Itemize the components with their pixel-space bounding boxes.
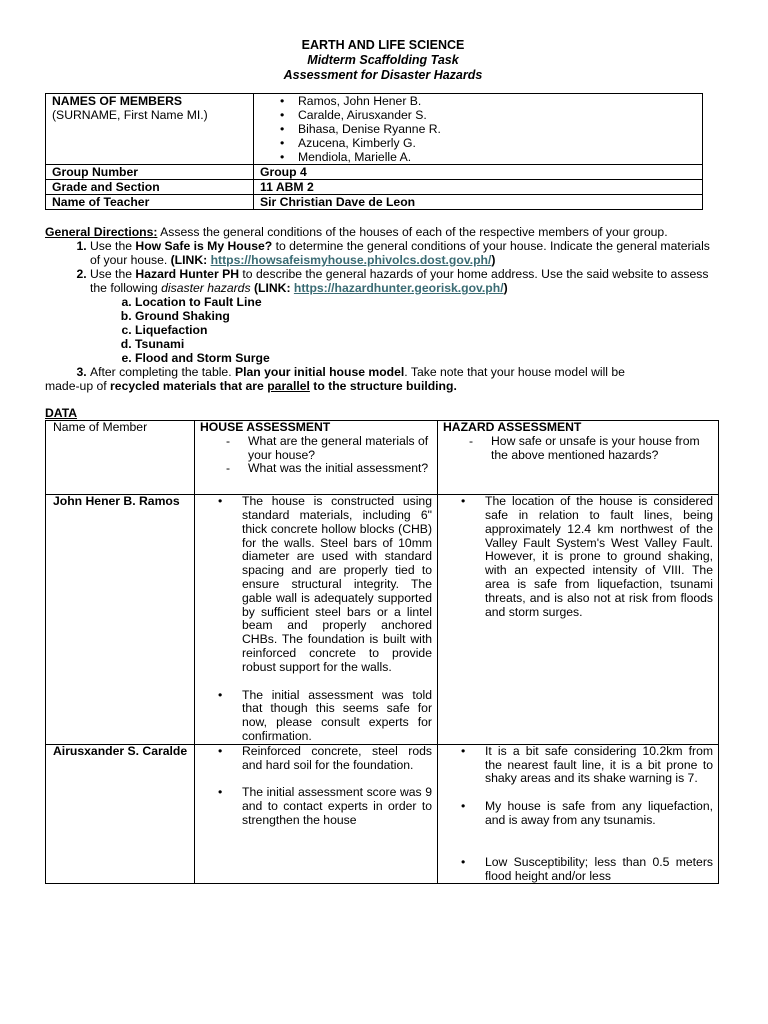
directions-label: General Directions [45, 225, 154, 239]
hazard-assessment-item: • Low Susceptibility; less than 0.5 meters flood height and/or less [485, 856, 713, 884]
house-assessment-item: • Reinforced concrete, steel rods and hard soil for the foundation. [242, 745, 432, 773]
document-header [45, 38, 721, 83]
step-3-continuation: made-up of recycled materials that are parallel to the structure building. [45, 379, 457, 393]
step-3: 3. After completing the table. Plan your initial house model. Take note that your house model will be [90, 365, 721, 379]
member-name: John Hener B. Ramos [53, 494, 180, 509]
hazard-item: d. Tsunami [135, 337, 721, 351]
table-row [46, 495, 719, 745]
directions-steps [45, 239, 721, 379]
step-1: 1. Use the How Safe is My House? to determine the general conditions of your house. Indicate the general materials of your house. (LINK: https://howsafeismyhouse.phivolcs.dost.gov.ph/) [90, 239, 721, 267]
group-number-row [46, 165, 703, 180]
teacher-value: Sir Christian Dave de Leon [254, 195, 703, 210]
step-2: 2. Use the Hazard Hunter PH to describe the general hazards of your home address. Use the said website to assess the following disaster hazards (LINK: https://hazardhunter.georisk.gov.ph/) a. Location to Fault Line b. Ground Shaking c. Liquefaction d. Tsunami e. Flood and Storm Surge [90, 267, 721, 365]
group-number-label: Group Number [46, 165, 254, 180]
directions-text: Assess the general conditions of the houses of each of the respective members of your group. [160, 225, 668, 239]
grade-section-row [46, 180, 703, 195]
house-assessment-list [200, 745, 432, 828]
house-assessment-item: • The house is constructed using standard materials, including 6" thick concrete hollow blocks (CHB) for the walls. Steel bars of 10mm diameter are used with standard spacing and are properly tied to ensure structural integrity. The gable wall is adequately supported by sufficient steel bars or a lintel beam and properly anchored CHBs. The foundation is built with reinforced concrete to provide robust support for the walls. [242, 495, 432, 674]
hazard-assessment-item: • The location of the house is considered safe in relation to fault lines, being approximately 12.4 km northwest of the Valley Fault System's West Valley Fault. However, it is prone to ground shaking, with an expected intensity of VIII. The area is safe from liquefaction, tsunami threats, and is also not at risk from floods and storm surges. [485, 495, 713, 619]
member-item: • Bihasa, Denise Ryanne R. [298, 122, 696, 136]
document-page [45, 38, 721, 884]
house-questions: - What are the general materials of your house? - What was the initial assessment? [200, 435, 432, 476]
hazard-item: e. Flood and Storm Surge [135, 351, 721, 365]
hazard-assessment-item: • My house is safe from any liquefaction, and is away from any tsunamis. [485, 800, 713, 828]
assessment-table [45, 420, 719, 884]
hazardhunter-link[interactable]: https://hazardhunter.georisk.gov.ph/ [293, 281, 504, 295]
member-item: • Mendiola, Marielle A. [298, 150, 696, 164]
members-label: NAMES OF MEMBERS [52, 94, 183, 108]
hazard-assessment-list [443, 745, 713, 884]
members-list [260, 94, 696, 164]
hazard-item: a. Location to Fault Line [135, 295, 721, 309]
group-info-table [45, 93, 703, 210]
house-assessment-item: • The initial assessment score was 9 and to contact experts in order to strengthen the house [242, 786, 432, 827]
group-number-value: Group 4 [254, 165, 703, 180]
hazard-assessment-item: • It is a bit safe considering 10.2km from the nearest fault line, it is a bit prone to shaky areas and its shake warning is 7. [485, 745, 713, 786]
member-name: Airusxander S. Caralde [53, 743, 188, 758]
general-directions: General Directions: Assess the general conditions of the houses of each of the respective members of your group. [45, 225, 668, 239]
member-item: • Ramos, John Hener B. [298, 94, 696, 108]
members-row [46, 94, 703, 165]
hazard-assessment-list [443, 495, 713, 619]
document-subtitle: Midterm Scaffolding Task [307, 53, 459, 67]
hazards-list [90, 295, 721, 365]
data-heading: DATA [45, 406, 78, 420]
col-name-header: Name of Member [53, 420, 148, 434]
document-subtitle-2: Assessment for Disaster Hazards [283, 68, 483, 82]
teacher-row [46, 195, 703, 210]
member-item: • Azucena, Kimberly G. [298, 136, 696, 150]
table-row [46, 744, 719, 884]
table-header-row [46, 421, 719, 495]
hazard-item: b. Ground Shaking [135, 309, 721, 323]
grade-section-value: 11 ABM 2 [254, 180, 703, 195]
col-hazard-header: HAZARD ASSESSMENT [443, 420, 582, 434]
member-item: • Caralde, Airusxander S. [298, 108, 696, 122]
house-assessment-list [200, 495, 432, 744]
teacher-label: Name of Teacher [46, 195, 254, 210]
house-assessment-item: • The initial assessment was told that though this seems safe for now, please consult experts for confirmation. [242, 689, 432, 744]
document-title: EARTH AND LIFE SCIENCE [301, 38, 465, 52]
grade-section-label: Grade and Section [46, 180, 254, 195]
hazard-questions: - How safe or unsafe is your house from the above mentioned hazards? [443, 435, 713, 463]
members-format: (SURNAME, First Name MI.) [52, 108, 208, 122]
hazard-item: c. Liquefaction [135, 323, 721, 337]
col-house-header: HOUSE ASSESSMENT [200, 420, 331, 434]
howsafe-link[interactable]: https://howsafeismyhouse.phivolcs.dost.gov.ph/ [210, 253, 492, 267]
